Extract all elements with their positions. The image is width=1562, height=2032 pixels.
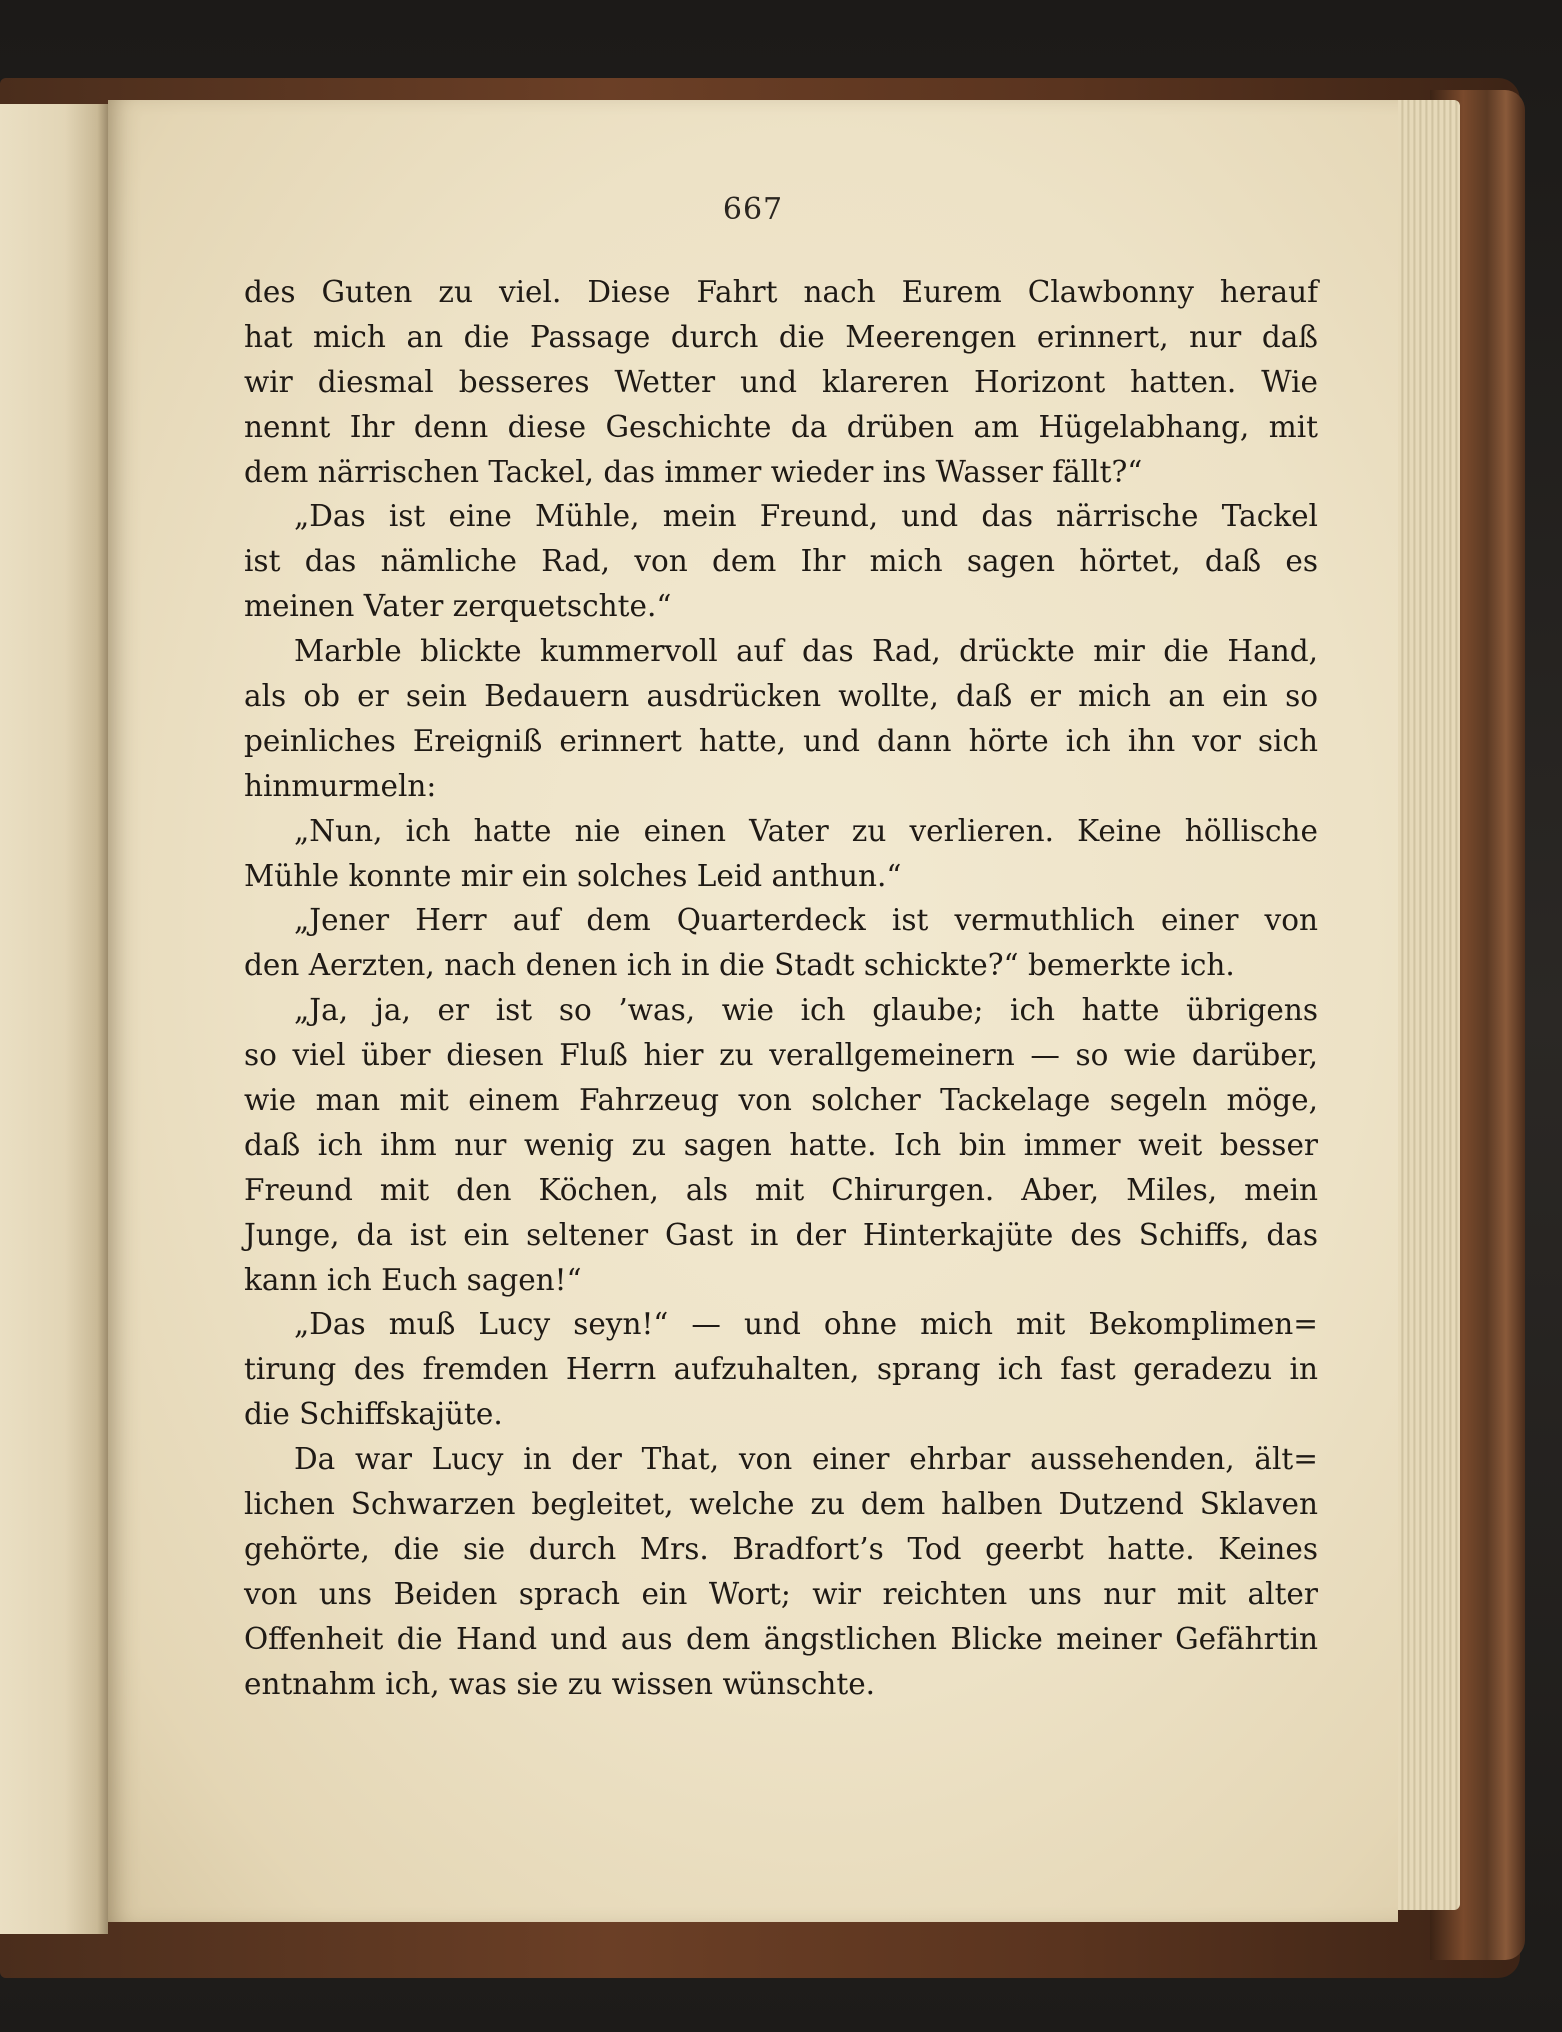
text-line: des Guten zu viel. Diese Fahrt nach Eurem Clawbonny herauf — [244, 275, 1318, 309]
text-line: „Das muß Lucy seyn!“ — und ohne mich mit Bekomplimen= — [294, 1307, 1318, 1342]
text-line: hinmurmeln: — [244, 768, 437, 803]
text-line: entnahm ich, was sie zu wissen wünschte. — [244, 1666, 876, 1701]
text-line: peinliches Ereigniß erinnert hatte, und dann hörte ich ihn vor sich — [244, 723, 1318, 758]
text-line: ist das nämliche Rad, von dem Ihr mich sagen hörtet, daß es — [244, 544, 1318, 579]
text-line: so viel über diesen Fluß hier zu verallgemeinern — so wie darüber, — [244, 1038, 1318, 1073]
text-line: hat mich an die Passage durch die Meerengen erinnert, nur daß — [244, 319, 1318, 354]
text-line: meinen Vater zerquetschte.“ — [244, 589, 672, 624]
text-line: lichen Schwarzen begleitet, welche zu dem halben Dutzend Sklaven — [244, 1487, 1318, 1522]
text-line: „Nun, ich hatte nie einen Vater zu verlieren. Keine höllische — [294, 813, 1318, 848]
text-line: Mühle konnte mir ein solches Leid anthun.“ — [244, 858, 902, 893]
text-line: den Aerzten, nach denen ich in die Stadt schickte?“ bemerkte ich. — [244, 948, 1235, 983]
text-line: Da war Lucy in der That, von einer ehrbar aussehenden, ält= — [294, 1442, 1318, 1477]
text-line: die Schiffskajüte. — [244, 1397, 503, 1432]
text-line: Junge, da ist ein seltener Gast in der Hinterkajüte des Schiffs, das — [244, 1217, 1318, 1252]
text-line: „Ja, ja, er ist so ’was, wie ich glaube; ich hatte übrigens — [294, 993, 1318, 1028]
left-page-edge — [0, 104, 108, 1934]
page-text — [244, 270, 1318, 1707]
text-line: gehörte, die sie durch Mrs. Bradfort’s Tod geerbt hatte. Keines — [244, 1531, 1318, 1566]
text-line: tirung des fremden Herrn aufzuhalten, sprang ich fast geradezu in — [244, 1352, 1318, 1387]
book-page — [108, 100, 1398, 1922]
text-line: daß ich ihm nur wenig zu sagen hatte. Ich bin immer weit besser — [244, 1127, 1318, 1162]
text-line: kann ich Euch sagen!“ — [244, 1262, 582, 1297]
text-line: Offenheit die Hand und aus dem ängstlichen Blicke meiner Gefährtin — [244, 1621, 1318, 1656]
text-line: Freund mit den Köchen, als mit Chirurgen. Aber, Miles, mein — [244, 1172, 1318, 1207]
text-line: wie man mit einem Fahrzeug von solcher Tackelage segeln möge, — [244, 1083, 1318, 1118]
text-line: „Das ist eine Mühle, mein Freund, und das närrische Tackel — [294, 499, 1318, 534]
page-number: 667 — [722, 192, 784, 227]
text-line: dem närrischen Tackel, das immer wieder ins Wasser fällt?“ — [244, 454, 1143, 489]
text-line: wir diesmal besseres Wetter und klareren Horizont hatten. Wie — [244, 364, 1318, 399]
text-line: Marble blickte kummervoll auf das Rad, drückte mir die Hand, — [294, 634, 1318, 669]
text-line: als ob er sein Bedauern ausdrücken wollte, daß er mich an ein so — [244, 679, 1318, 714]
text-line: „Jener Herr auf dem Quarterdeck ist vermuthlich einer von — [294, 903, 1318, 938]
text-line: von uns Beiden sprach ein Wort; wir reichten uns nur mit alter — [244, 1576, 1318, 1611]
text-line: nennt Ihr denn diese Geschichte da drüben am Hügelabhang, mit — [244, 409, 1318, 444]
